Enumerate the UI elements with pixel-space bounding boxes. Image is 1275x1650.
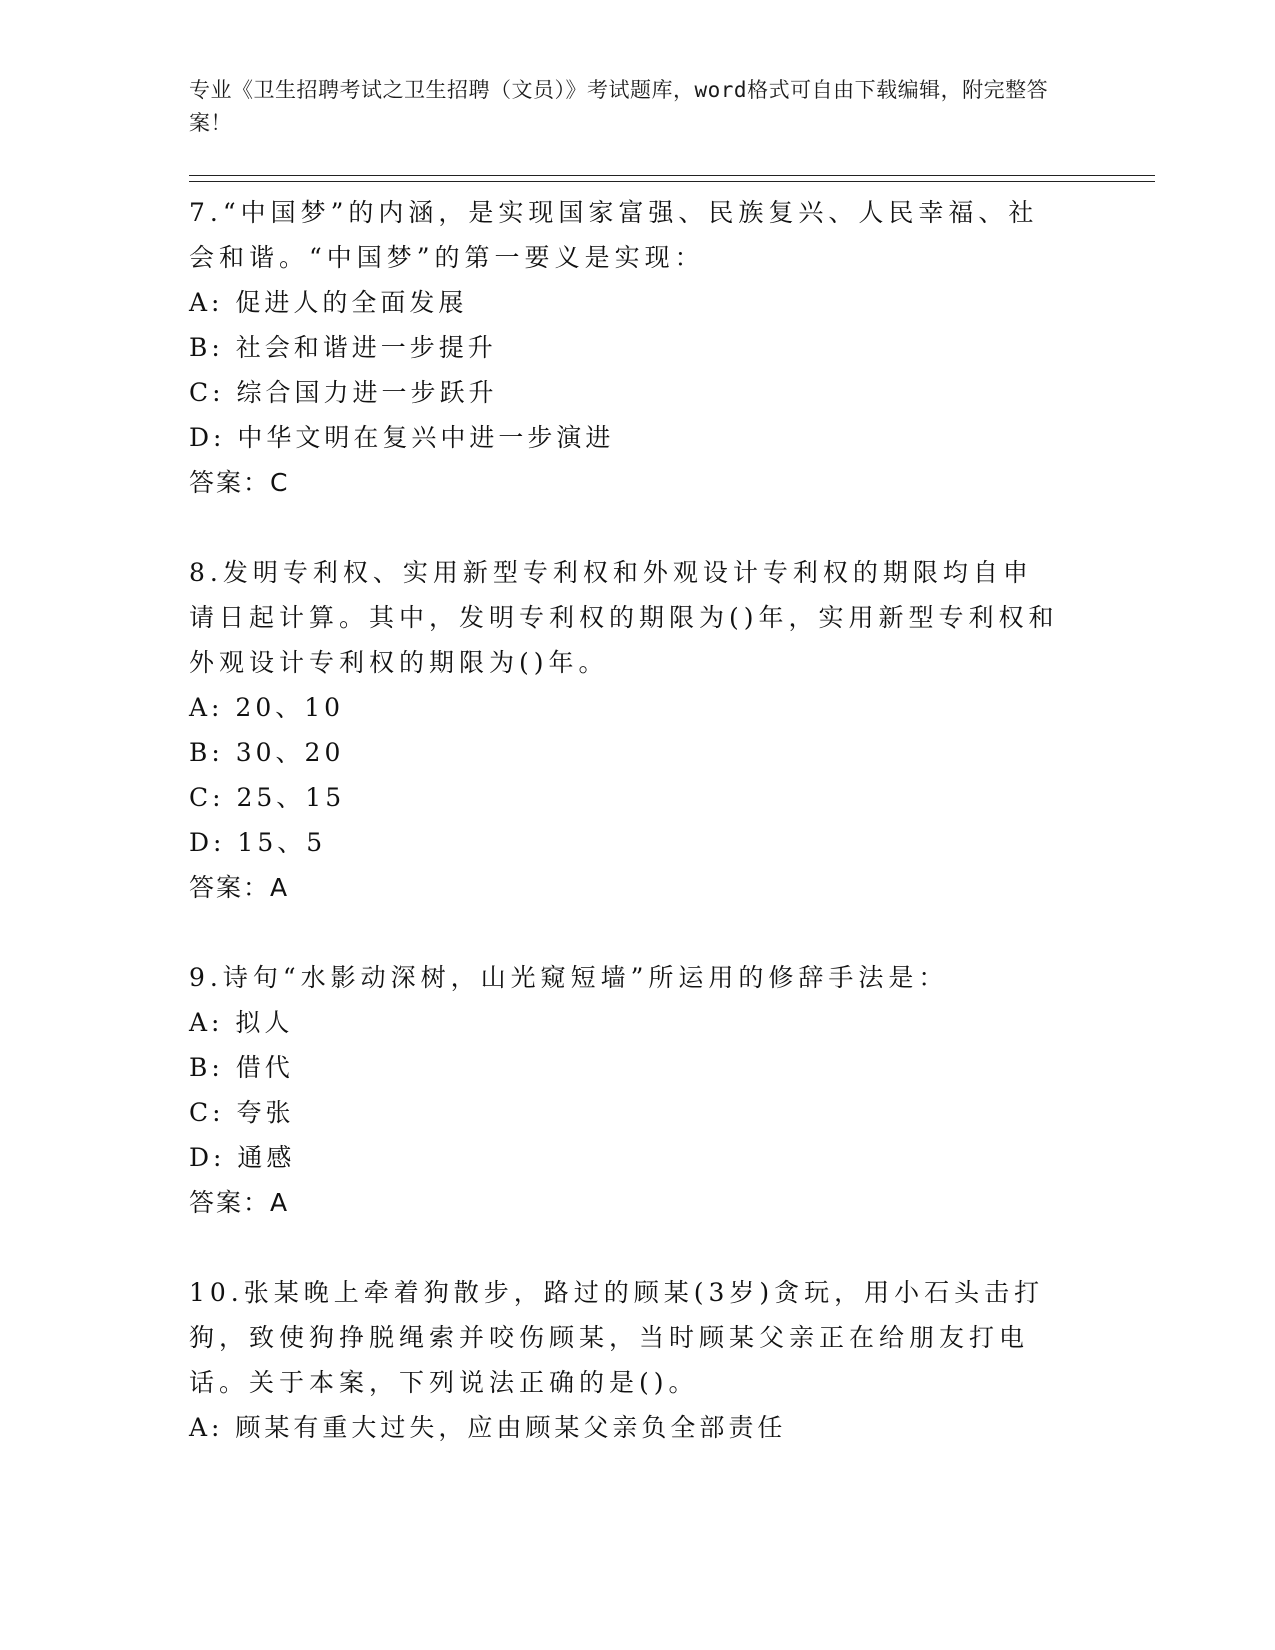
answer-line: 答案：A <box>189 1188 290 1217</box>
question-10 <box>189 1270 1089 1450</box>
answer-line: 答案：A <box>189 873 290 902</box>
spacer <box>189 505 1089 550</box>
question-stem: 8.发明专利权、实用新型专利权和外观设计专利权的期限均自申请日起计算。其中，发明专利权的期限为()年，实用新型专利权和外观设计专利权的期限为()年。 <box>189 558 1059 677</box>
question-list <box>189 190 1089 1450</box>
option-a: A: 拟人 <box>189 1008 294 1037</box>
document-header: 专业《卫生招聘考试之卫生招聘（文员）》考试题库，word格式可自由下载编辑，附完整答案！ <box>189 78 1049 135</box>
spacer <box>189 1225 1089 1270</box>
spacer <box>189 910 1089 955</box>
option-b: B: 借代 <box>189 1053 294 1082</box>
question-9 <box>189 955 1089 1225</box>
option-b: B: 30、20 <box>189 738 345 767</box>
option-d: D: 15、5 <box>189 828 327 857</box>
question-stem: 9.诗句“水影动深树，山光窥短墙”所运用的修辞手法是： <box>189 963 949 992</box>
option-a: A: 促进人的全面发展 <box>189 288 468 317</box>
option-b: B: 社会和谐进一步提升 <box>189 333 497 362</box>
header-divider-top <box>189 175 1155 176</box>
option-a: A: 顾某有重大过失，应由顾某父亲负全部责任 <box>189 1413 787 1442</box>
header-divider-bottom <box>189 181 1155 182</box>
question-stem: 7.“中国梦”的内涵，是实现国家富强、民族复兴、人民幸福、社会和谐。“中国梦”的第一要义是实现： <box>189 198 1039 272</box>
question-7 <box>189 190 1089 505</box>
option-d: D: 中华文明在复兴中进一步演进 <box>189 423 615 452</box>
option-c: C: 夸张 <box>189 1098 295 1127</box>
option-c: C: 综合国力进一步跃升 <box>189 378 498 407</box>
option-d: D: 通感 <box>189 1143 296 1172</box>
option-c: C: 25、15 <box>189 783 346 812</box>
question-stem: 10.张某晚上牵着狗散步，路过的顾某(3岁)贪玩，用小石头击打狗，致使狗挣脱绳索并咬伤顾某，当时顾某父亲正在给朋友打电话。关于本案，下列说法正确的是()。 <box>189 1278 1045 1397</box>
question-8 <box>189 550 1089 910</box>
answer-line: 答案：C <box>189 468 290 497</box>
option-a: A: 20、10 <box>189 693 345 722</box>
